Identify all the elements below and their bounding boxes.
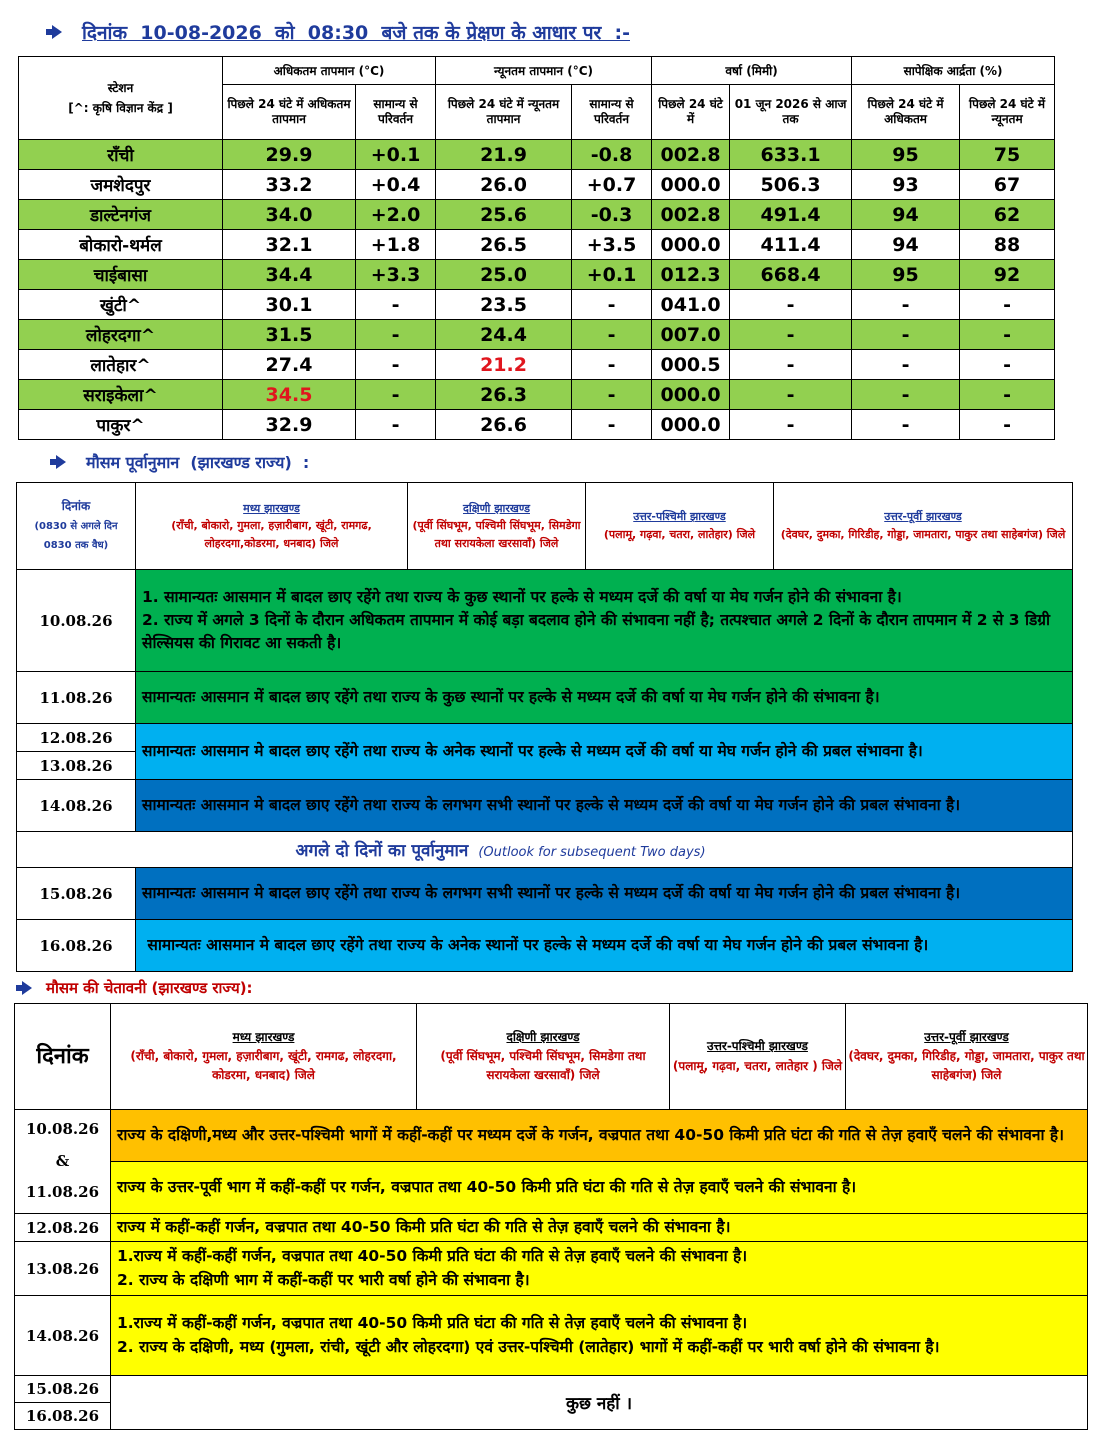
region-districts: (पलामू, गढ़वा, चतरा, लातेहार) जिले <box>603 528 756 541</box>
warning-table <box>14 1003 1088 1430</box>
obs-value: - <box>852 380 960 410</box>
observation-heading <box>52 18 630 46</box>
obs-value: 95 <box>852 260 960 290</box>
obs-value: - <box>852 350 960 380</box>
warning-date: 13.08.26 <box>15 1242 111 1296</box>
subheader: पिछले 24 घंटे में न्यूनतम <box>960 85 1055 140</box>
station-name: पाकुर^ <box>19 410 223 440</box>
region-name: दक्षिणी झारखण्ड <box>463 501 530 515</box>
obs-value: 25.0 <box>436 260 572 290</box>
obs-value: - <box>572 320 652 350</box>
warning-text: राज्य में कहीं-कहीं गर्जन, वज्रपात तथा 40-50 किमी प्रति घंटा की गति से तेज़ हवाएँ चलने की संभावना है। <box>111 1214 1088 1242</box>
arrow-bullet-icon <box>52 25 62 39</box>
station-row <box>19 290 1055 320</box>
station-header <box>19 57 223 140</box>
obs-value: - <box>960 290 1055 320</box>
obs-value: - <box>356 410 436 440</box>
obs-value: - <box>960 320 1055 350</box>
obs-value: 26.0 <box>436 170 572 200</box>
obs-value: - <box>572 290 652 320</box>
station-row <box>19 350 1055 380</box>
warning-text <box>111 1242 1088 1296</box>
region-districts: (देवघर, दुमका, गिरिडीह, गोड्डा, जामतारा, पाकुर तथा साहेबगंज) जिले <box>848 1048 1085 1083</box>
obs-value: 26.3 <box>436 380 572 410</box>
obs-value: - <box>572 410 652 440</box>
warning-date: 12.08.26 <box>15 1214 111 1242</box>
station-row <box>19 230 1055 260</box>
obs-value: 93 <box>852 170 960 200</box>
obs-value: - <box>730 350 852 380</box>
obs-value: 30.1 <box>223 290 356 320</box>
subheader: पिछले 24 घंटे में <box>652 85 730 140</box>
obs-value: +0.1 <box>572 260 652 290</box>
observation-heading-text: दिनांक 10-08-2026 को 08:30 बजे तक के प्रेक्षण के आधार पर :- <box>82 22 630 44</box>
forecast-text <box>136 570 1073 672</box>
obs-value: 75 <box>960 140 1055 170</box>
obs-value: 21.9 <box>436 140 572 170</box>
region-northwest <box>670 1004 846 1110</box>
warning-line: 1.राज्य में कहीं-कहीं गर्जन, वज्रपात तथा 40-50 किमी प्रति घंटा की गति से तेज़ हवाएँ चलने की संभावना है। <box>117 1247 748 1266</box>
subheader: सामान्य से परिवर्तन <box>356 85 436 140</box>
obs-value: 668.4 <box>730 260 852 290</box>
obs-value: -0.8 <box>572 140 652 170</box>
obs-value: 92 <box>960 260 1055 290</box>
obs-value: 21.2 <box>436 350 572 380</box>
obs-value: 24.4 <box>436 320 572 350</box>
forecast-line: 1. सामान्यतः आसमान में बादल छाए रहेंगे तथा राज्य के कुछ स्थानों पर हल्के से मध्यम दर्जे की वर्षा या मेघ गर्जन होने की संभावना है। <box>142 587 902 606</box>
station-name: लातेहार^ <box>19 350 223 380</box>
warning-date-start: 10.08.26 <box>25 1120 100 1139</box>
obs-value: 002.8 <box>652 140 730 170</box>
forecast-date: 15.08.26 <box>17 868 136 920</box>
station-row <box>19 200 1055 230</box>
station-name: जमशेदपुर <box>19 170 223 200</box>
obs-value: 000.0 <box>652 230 730 260</box>
obs-value: 62 <box>960 200 1055 230</box>
obs-value: 000.0 <box>652 380 730 410</box>
obs-value: 633.1 <box>730 140 852 170</box>
obs-value: 26.5 <box>436 230 572 260</box>
obs-value: - <box>730 410 852 440</box>
obs-value: - <box>960 350 1055 380</box>
forecast-text: सामान्यतः आसमान मे बादल छाए रहेंगे तथा राज्य के लगभग सभी स्थानों पर हल्के से मध्यम दर्जे की वर्षा या मेघ गर्जन होने की प्रबल संभावना है। <box>136 780 1073 832</box>
observation-table <box>18 56 1055 440</box>
obs-value: - <box>960 380 1055 410</box>
station-row <box>19 170 1055 200</box>
station-name: लोहरदगा^ <box>19 320 223 350</box>
station-header-label: स्टेशन <box>107 80 134 95</box>
forecast-date: 16.08.26 <box>17 920 136 972</box>
obs-value: 012.3 <box>652 260 730 290</box>
station-name: खुंटी^ <box>19 290 223 320</box>
region-districts: (देवघर, दुमका, गिरिडीह, गोड्डा, जामतारा, पाकुर तथा साहेबगंज) जिले <box>780 528 1066 541</box>
station-name: सराइकेला^ <box>19 380 223 410</box>
obs-value: 506.3 <box>730 170 852 200</box>
warning-date-header: दिनांक <box>15 1004 111 1110</box>
obs-value: - <box>852 320 960 350</box>
obs-value: 32.9 <box>223 410 356 440</box>
region-northwest <box>586 483 774 570</box>
region-name: दक्षिणी झारखण्ड <box>506 1029 580 1044</box>
obs-value: - <box>356 320 436 350</box>
obs-value: 007.0 <box>652 320 730 350</box>
obs-value: 67 <box>960 170 1055 200</box>
warning-text <box>111 1296 1088 1376</box>
obs-value: 23.5 <box>436 290 572 320</box>
obs-value: - <box>852 410 960 440</box>
region-districts: (पूर्वी सिंघभूम, पश्चिमी सिंघभूम, सिमडेगा तथा सरायकेला खरसावाँ) जिले <box>412 519 581 550</box>
obs-value: +0.7 <box>572 170 652 200</box>
warning-line: 2. राज्य के दक्षिणी, मध्य (गुमला, रांची, खूंटी और लोहरदगा) एवं उत्तर-पश्चिमी (लातेहार) भागों में कहीं-कहीं पर भारी वर्षा होने की संभावना है। <box>117 1337 940 1356</box>
obs-value: 34.0 <box>223 200 356 230</box>
obs-value: -0.3 <box>572 200 652 230</box>
region-name: उत्तर-पूर्वी झारखण्ड <box>884 510 962 524</box>
forecast-date-label: दिनांक <box>61 499 91 514</box>
obs-value: - <box>730 290 852 320</box>
humidity-group: सापेक्षिक आर्द्रता (%) <box>852 57 1055 85</box>
forecast-date-note: (0830 से अगले दिन 0830 तक वैध) <box>34 520 118 551</box>
obs-value: 29.9 <box>223 140 356 170</box>
forecast-date-header <box>17 483 136 570</box>
obs-value: 94 <box>852 200 960 230</box>
subheader: 01 जून 2026 से आज तक <box>730 85 852 140</box>
warning-text: राज्य के उत्तर-पूर्वी भाग में कहीं-कहीं पर गर्जन, वज्रपात तथा 40-50 किमी प्रति घंटा की गति से तेज़ हवाएँ चलने की संभावना है। <box>111 1162 1088 1214</box>
forecast-table <box>16 482 1073 972</box>
obs-value: 34.4 <box>223 260 356 290</box>
subheader: पिछले 24 घंटे में अधिकतम तापमान <box>223 85 356 140</box>
forecast-date: 12.08.26 <box>17 724 136 752</box>
obs-value: - <box>356 290 436 320</box>
region-name: उत्तर-पश्चिमी झारखण्ड <box>707 1039 808 1054</box>
obs-value: 411.4 <box>730 230 852 260</box>
outlook-subtitle: (Outlook for subsequent Two days) <box>478 845 706 860</box>
station-row <box>19 410 1055 440</box>
region-south <box>408 483 586 570</box>
obs-value: 33.2 <box>223 170 356 200</box>
obs-value: 000.0 <box>652 170 730 200</box>
warning-heading <box>22 976 253 1000</box>
region-northeast <box>846 1004 1088 1110</box>
arrow-bullet-icon <box>22 981 32 995</box>
station-name: बोकारो-थर्मल <box>19 230 223 260</box>
region-northeast <box>774 483 1073 570</box>
obs-value: 25.6 <box>436 200 572 230</box>
forecast-heading <box>56 450 309 474</box>
min-temp-group: न्यूनतम तापमान (°C) <box>436 57 652 85</box>
station-name: राँची <box>19 140 223 170</box>
region-districts: (पूर्वी सिंघभूम, पश्चिमी सिंघभूम, सिमडेगा तथा सरायकेला खरसावाँ) जिले <box>440 1048 646 1083</box>
subheader: पिछले 24 घंटे में न्यूनतम तापमान <box>436 85 572 140</box>
subheader: पिछले 24 घंटे में अधिकतम <box>852 85 960 140</box>
obs-value: +3.3 <box>356 260 436 290</box>
forecast-text: सामान्यतः आसमान मे बादल छाए रहेंगे तथा राज्य के अनेक स्थानों पर हल्के से मध्यम दर्जे की वर्षा या मेघ गर्जन होने की प्रबल संभावना है। <box>136 724 1073 780</box>
obs-value: +1.8 <box>356 230 436 260</box>
region-districts: (राँची, बोकारो, गुमला, हज़ारीबाग, खूंटी, रामगढ, लोहरदगा,कोडरमा, धनबाद) जिले <box>171 519 372 550</box>
station-row <box>19 380 1055 410</box>
obs-value: 94 <box>852 230 960 260</box>
obs-value: +2.0 <box>356 200 436 230</box>
obs-value: 000.0 <box>652 410 730 440</box>
obs-value: 26.6 <box>436 410 572 440</box>
arrow-bullet-icon <box>56 455 66 469</box>
warning-nothing: कुछ नहीं । <box>111 1376 1088 1430</box>
outlook-title: अगले दो दिनों का पूर्वानुमान <box>295 841 469 861</box>
station-note: [^: कृषि विज्ञान केंद्र ] <box>68 101 173 115</box>
region-name: मध्य झारखण्ड <box>243 501 300 515</box>
forecast-text: सामान्यतः आसमान मे बादल छाए रहेंगे तथा राज्य के अनेक स्थानों पर हल्के से मध्यम दर्जे की वर्षा या मेघ गर्जन होने की प्रबल संभावना है। <box>136 920 1073 972</box>
region-name: मध्य झारखण्ड <box>232 1029 295 1044</box>
forecast-text: सामान्यतः आसमान मे बादल छाए रहेंगे तथा राज्य के लगभग सभी स्थानों पर हल्के से मध्यम दर्जे की वर्षा या मेघ गर्जन होने की प्रबल संभावना है। <box>136 868 1073 920</box>
forecast-date: 14.08.26 <box>17 780 136 832</box>
warning-date: 14.08.26 <box>15 1296 111 1376</box>
obs-value: 34.5 <box>223 380 356 410</box>
obs-value: +3.5 <box>572 230 652 260</box>
obs-value: 041.0 <box>652 290 730 320</box>
region-districts: (पलामू, गढ़वा, चतरा, लातेहार ) जिले <box>672 1058 843 1073</box>
forecast-line: 2. राज्य में अगले 3 दिनों के दौरान अधिकतम तापमान में कोई बड़ा बदलाव होने की संभावना नहीं है; तत्पश्चात अगले 2 दिनों के दौरान तापमान में 2 से 3 डिग्री सेल्सियस की गिरावट आ सकती है। <box>142 610 1051 653</box>
warning-line: 1.राज्य में कहीं-कहीं गर्जन, वज्रपात तथा 40-50 किमी प्रति घंटा की गति से तेज़ हवाएँ चलने की संभावना है। <box>117 1314 748 1333</box>
warning-text: राज्य के दक्षिणी,मध्य और उत्तर-पश्चिमी भागों में कहीं-कहीं पर मध्यम दर्जे के गर्जन, वज्रपात तथा 40-50 किमी प्रति घंटा की गति से तेज़ हवाएँ चलने की संभावना है। <box>111 1110 1088 1162</box>
warning-date-amp: & <box>55 1151 70 1170</box>
obs-value: 000.5 <box>652 350 730 380</box>
obs-value: 88 <box>960 230 1055 260</box>
obs-value: - <box>572 350 652 380</box>
obs-value: 491.4 <box>730 200 852 230</box>
forecast-date: 13.08.26 <box>17 752 136 780</box>
observation-rows <box>19 140 1055 440</box>
station-name: डाल्टेनगंज <box>19 200 223 230</box>
station-row <box>19 260 1055 290</box>
region-districts: (राँची, बोकारो, गुमला, हज़ारीबाग, खूंटी, रामगढ, लोहरदगा, कोडरमा, धनबाद) जिले <box>130 1048 397 1083</box>
warning-date: 15.08.26 <box>15 1376 111 1403</box>
obs-value: 002.8 <box>652 200 730 230</box>
obs-value: 27.4 <box>223 350 356 380</box>
obs-value: - <box>730 320 852 350</box>
obs-value: - <box>852 290 960 320</box>
rainfall-group: वर्षा (मिमी) <box>652 57 852 85</box>
warning-line: 2. राज्य के दक्षिणी भाग में कहीं-कहीं पर भारी वर्षा होने की संभावना है। <box>117 1270 530 1289</box>
warning-date: 16.08.26 <box>15 1403 111 1430</box>
station-name: चाईबासा <box>19 260 223 290</box>
obs-value: - <box>356 350 436 380</box>
forecast-date: 10.08.26 <box>17 570 136 672</box>
obs-value: +0.4 <box>356 170 436 200</box>
region-south <box>417 1004 670 1110</box>
warning-date <box>15 1110 111 1214</box>
obs-value: 95 <box>852 140 960 170</box>
obs-value: - <box>960 410 1055 440</box>
warning-heading-text: मौसम की चेतावनी (झारखण्ड राज्य): <box>46 979 253 997</box>
obs-value: 31.5 <box>223 320 356 350</box>
outlook-row <box>17 832 1073 868</box>
obs-value: +0.1 <box>356 140 436 170</box>
obs-value: 32.1 <box>223 230 356 260</box>
obs-value: - <box>572 380 652 410</box>
region-central <box>111 1004 417 1110</box>
region-name: उत्तर-पूर्वी झारखण्ड <box>924 1029 1009 1044</box>
region-name: उत्तर-पश्चिमी झारखण्ड <box>633 510 726 524</box>
max-temp-group: अधिकतम तापमान (°C) <box>223 57 436 85</box>
obs-value: - <box>356 380 436 410</box>
warning-date-end: 11.08.26 <box>25 1183 100 1202</box>
forecast-date: 11.08.26 <box>17 672 136 724</box>
region-central <box>136 483 408 570</box>
station-row <box>19 320 1055 350</box>
forecast-text: सामान्यतः आसमान में बादल छाए रहेंगे तथा राज्य के कुछ स्थानों पर हल्के से मध्यम दर्जे की वर्षा या मेघ गर्जन होने की संभावना है। <box>136 672 1073 724</box>
obs-value: - <box>730 380 852 410</box>
subheader: सामान्य से परिवर्तन <box>572 85 652 140</box>
station-row <box>19 140 1055 170</box>
forecast-heading-text: मौसम पूर्वानुमान (झारखण्ड राज्य) : <box>86 453 310 472</box>
